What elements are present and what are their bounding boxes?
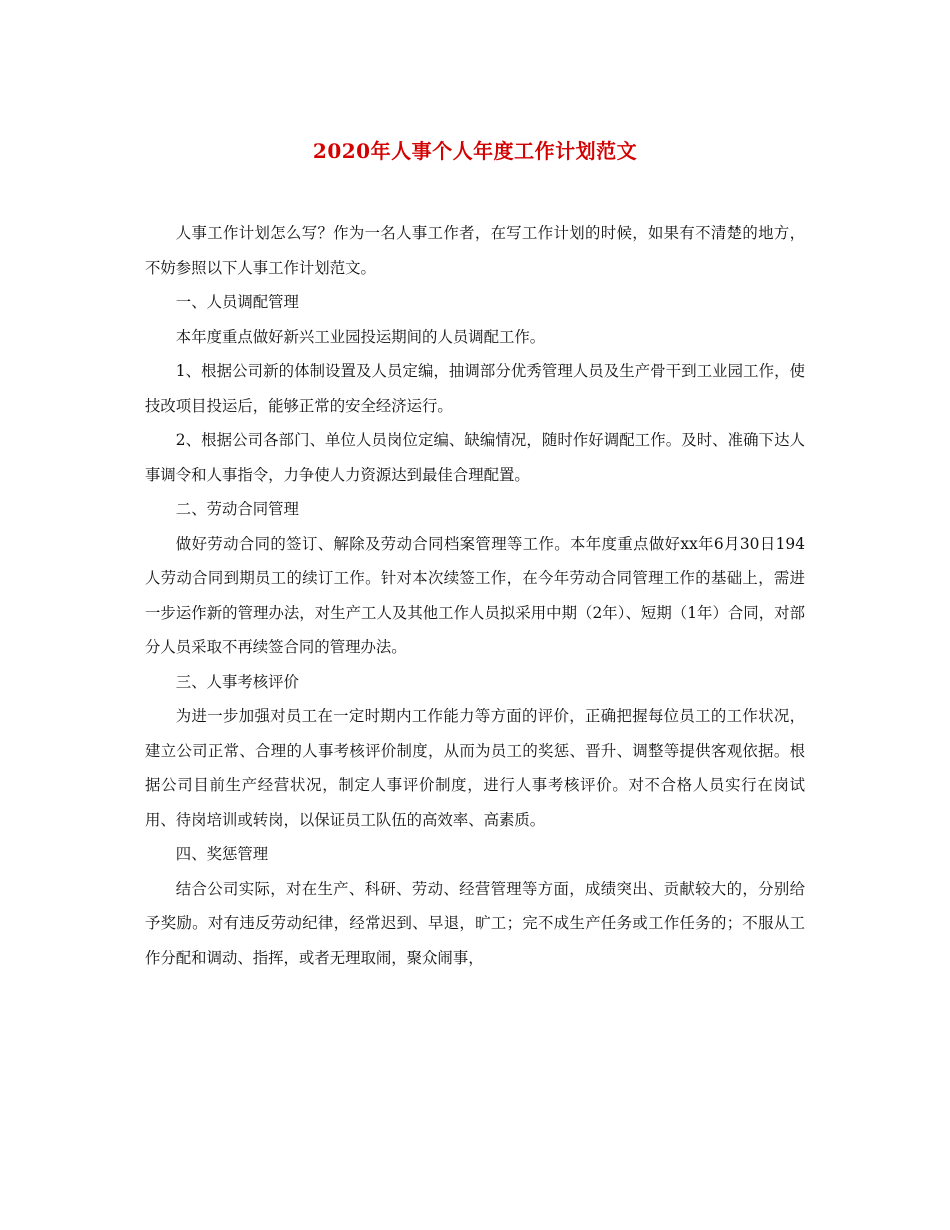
body-paragraph: 2、根据公司各部门、单位人员岗位定编、缺编情况，随时作好调配工作。及时、准确下达人事调令和人事指令，力争使人力资源达到最佳合理配置。 <box>145 431 805 484</box>
document-body <box>145 216 805 975</box>
body-paragraph: 本年度重点做好新兴工业园投运期间的人员调配工作。 <box>175 327 546 346</box>
document-title: 2020年人事个人年度工作计划范文 <box>312 139 638 163</box>
section-heading: 一、人员调配管理 <box>175 293 299 311</box>
intro-paragraph: 人事工作计划怎么写？作为一名人事工作者，在写工作计划的时候，如果有不清楚的地方，不妨参照以下人事工作计划范文。 <box>145 224 805 277</box>
section-heading: 三、人事考核评价 <box>175 672 299 691</box>
body-paragraph: 1、根据公司新的体制设置及人员定编，抽调部分优秀管理人员及生产骨干到工业园工作，使技改项目投运后，能够正常的安全经济运行。 <box>145 362 805 415</box>
body-paragraph: 结合公司实际，对在生产、科研、劳动、经营管理等方面，成绩突出、贡献较大的，分别给予奖励。对有违反劳动纪律，经常迟到、早退，旷工；完不成生产任务或工作任务的；不服从工作分配和调动、指挥，或者无理取闹，聚众闹事， <box>145 879 805 967</box>
body-paragraph: 做好劳动合同的签订、解除及劳动合同档案管理等工作。本年度重点做好xx年6月30日194人劳动合同到期员工的续订工作。针对本次续签工作，在今年劳动合同管理工作的基础上，需进一步运作新的管理办法，对生产工人及其他工作人员拟采用中期（2年）、短期（1年）合同，对部分人员采取不再续签合同的管理办法。 <box>145 534 805 656</box>
section-heading: 二、劳动合同管理 <box>175 500 299 518</box>
body-paragraph: 为进一步加强对员工在一定时期内工作能力等方面的评价，正确把握每位员工的工作状况，建立公司正常、合理的人事考核评价制度，从而为员工的奖惩、晋升、调整等提供客观依据。根据公司目前生产经营状况，制定人事评价制度，进行人事考核评价。对不合格人员实行在岗试用、待岗培训或转岗，以保证员工队伍的高效率、高素质。 <box>145 707 805 829</box>
section-heading: 四、奖惩管理 <box>175 845 269 863</box>
